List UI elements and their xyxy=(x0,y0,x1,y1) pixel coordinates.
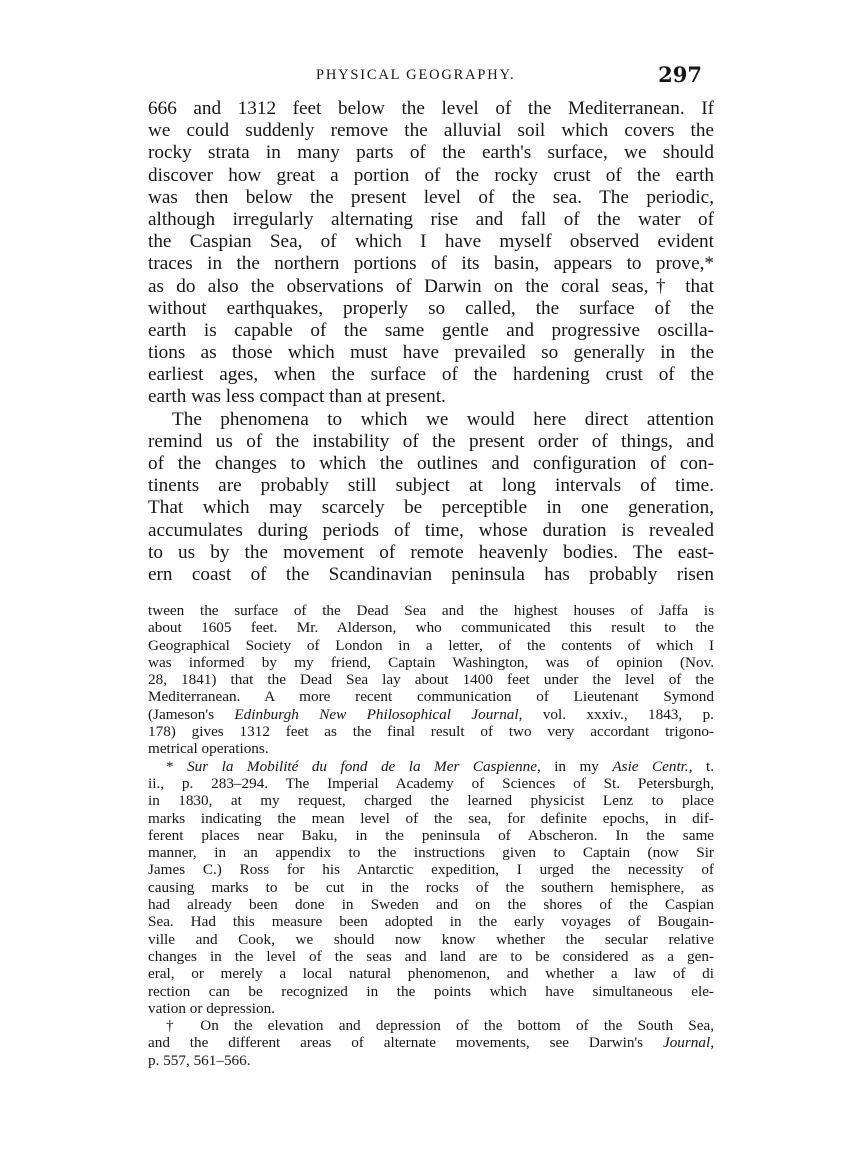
footnote-line-pre: and the different areas of alternate movements, see Darwin's xyxy=(148,1034,663,1052)
footnote-line xyxy=(148,1034,714,1051)
footnote-line: Sea. Had this measure been adopted in the early voyages of Bougain- xyxy=(148,913,714,931)
footnote-line: was informed by my friend, Captain Washington, was of opinion (Nov. xyxy=(148,653,714,671)
body-line: to us by the movement of remote heavenly bodies. The east- xyxy=(148,541,714,563)
body-line: rocky strata in many parts of the earth's surface, we should xyxy=(148,142,714,164)
footnote-line xyxy=(148,706,714,723)
footnote-line: 178) gives 1312 feet as the final result of two very accordant trigono- xyxy=(148,723,714,741)
body-line: ern coast of the Scandinavian peninsula has probably risen xyxy=(148,563,714,585)
footnote-line: tween the surface of the Dead Sea and the highest houses of Jaffa is xyxy=(148,602,714,619)
footnote-line: rection can be recognized in the points which have simultaneous ele- xyxy=(148,982,714,1000)
footnote-line: Mediterranean. A more recent communication of Lieutenant Symond xyxy=(148,688,714,706)
body-line: earth is capable of the same gentle and progressive oscilla- xyxy=(148,319,714,341)
footnote-line: metrical operations. xyxy=(148,740,269,758)
body-line: traces in the northern portions of its basin, appears to prove,* xyxy=(148,253,714,275)
body-line: The phenomena to which we would here direct attention xyxy=(172,408,714,430)
footnotes xyxy=(148,602,714,1069)
body-line: accumulates during periods of time, whose duration is revealed xyxy=(148,519,714,541)
running-title: PHYSICAL GEOGRAPHY. xyxy=(316,67,516,83)
body-line: was then below the present level of the sea. The periodic, xyxy=(148,186,714,208)
footnote-line-post: , xyxy=(710,1034,714,1052)
journal-title: Journal xyxy=(662,1034,711,1052)
footnote-line-post: , vol. xxxiv., 1843, p. xyxy=(518,705,714,723)
footnote-line: manner, in an appendix to the instructions given to Captain (now Sir xyxy=(148,844,714,862)
journal-title: Edinburgh New Philosophical Journal xyxy=(234,705,519,723)
book-title: Asie Centr. xyxy=(612,757,689,775)
body-line: That which may scarcely be perceptible in one generation, xyxy=(148,497,714,519)
footnote-text: , in my xyxy=(536,757,613,775)
footnote-mark: * xyxy=(166,757,188,775)
footnote-line-pre: (Jameson's xyxy=(148,705,235,723)
footnote-line: vation or depression. xyxy=(148,999,275,1017)
body-line: 666 and 1312 feet below the level of the Mediterranean. If xyxy=(148,98,714,119)
footnote-line: had already been done in Sweden and on the shores of the Caspian xyxy=(148,896,714,914)
body-line: we could suddenly remove the alluvial soil which covers the xyxy=(148,120,714,142)
footnote-line: p. 557, 561–566. xyxy=(148,1051,251,1069)
work-title: Sur la Mobilité du fond de la Mer Caspienne xyxy=(187,757,537,775)
body-line: earliest ages, when the surface of the hardening crust of the xyxy=(148,364,714,386)
body-line: remind us of the instability of the present order of things, and xyxy=(148,430,714,452)
running-head xyxy=(148,62,714,90)
footnote-line: eral, or merely a local natural phenomenon, and whether a law of di xyxy=(148,965,714,983)
footnote-line: ville and Cook, we should now know whether the secular relative xyxy=(148,930,714,948)
body-line: earth was less compact than at present. xyxy=(148,386,446,408)
footnote-line: 28, 1841) that the Dead Sea lay about 1400 feet under the level of the xyxy=(148,671,714,689)
footnote-line: ii., p. 283–294. The Imperial Academy of Sciences of St. Petersburgh, xyxy=(148,774,714,792)
body-line: as do also the observations of Darwin on the coral seas,† that xyxy=(148,275,714,297)
body-line: discover how great a portion of the rocky crust of the earth xyxy=(148,164,714,186)
footnote-dagger-first-line: † On the elevation and depression of the bottom of the South Sea, xyxy=(166,1017,714,1035)
footnote-line: marks indicating the mean level of the sea, for definite epochs, in dif- xyxy=(148,809,714,827)
footnote-line: changes in the level of the seas and land are to be considered as a gen- xyxy=(148,947,714,965)
footnote-text: , t. xyxy=(688,757,714,775)
footnote-line: about 1605 feet. Mr. Alderson, who communicated this result to the xyxy=(148,619,714,637)
body-line: although irregularly alternating rise and fall of the water of xyxy=(148,208,714,230)
footnote-star-first-line xyxy=(148,758,714,775)
main-text xyxy=(148,98,714,586)
body-line: tions as those which must have prevailed so generally in the xyxy=(148,342,714,364)
body-line: of the changes to which the outlines and configuration of con- xyxy=(148,453,714,474)
page-number: 297 xyxy=(658,62,702,87)
body-line: without earthquakes, properly so called, the surface of the xyxy=(148,297,714,319)
footnote-line: ferent places near Baku, in the peninsula of Abscheron. In the same xyxy=(148,826,714,844)
body-line: the Caspian Sea, of which I have myself observed evident xyxy=(148,231,714,253)
footnote-line: causing marks to be cut in the rocks of the southern hemisphere, as xyxy=(148,878,714,896)
footnote-line: Geographical Society of London in a letter, of the contents of which I xyxy=(148,636,714,654)
footnote-line: in 1830, at my request, charged the learned physicist Lenz to place xyxy=(148,792,714,810)
footnote-line: James C.) Ross for his Antarctic expedition, I urged the necessity of xyxy=(148,861,714,879)
body-line: tinents are probably still subject at long intervals of time. xyxy=(148,475,714,497)
